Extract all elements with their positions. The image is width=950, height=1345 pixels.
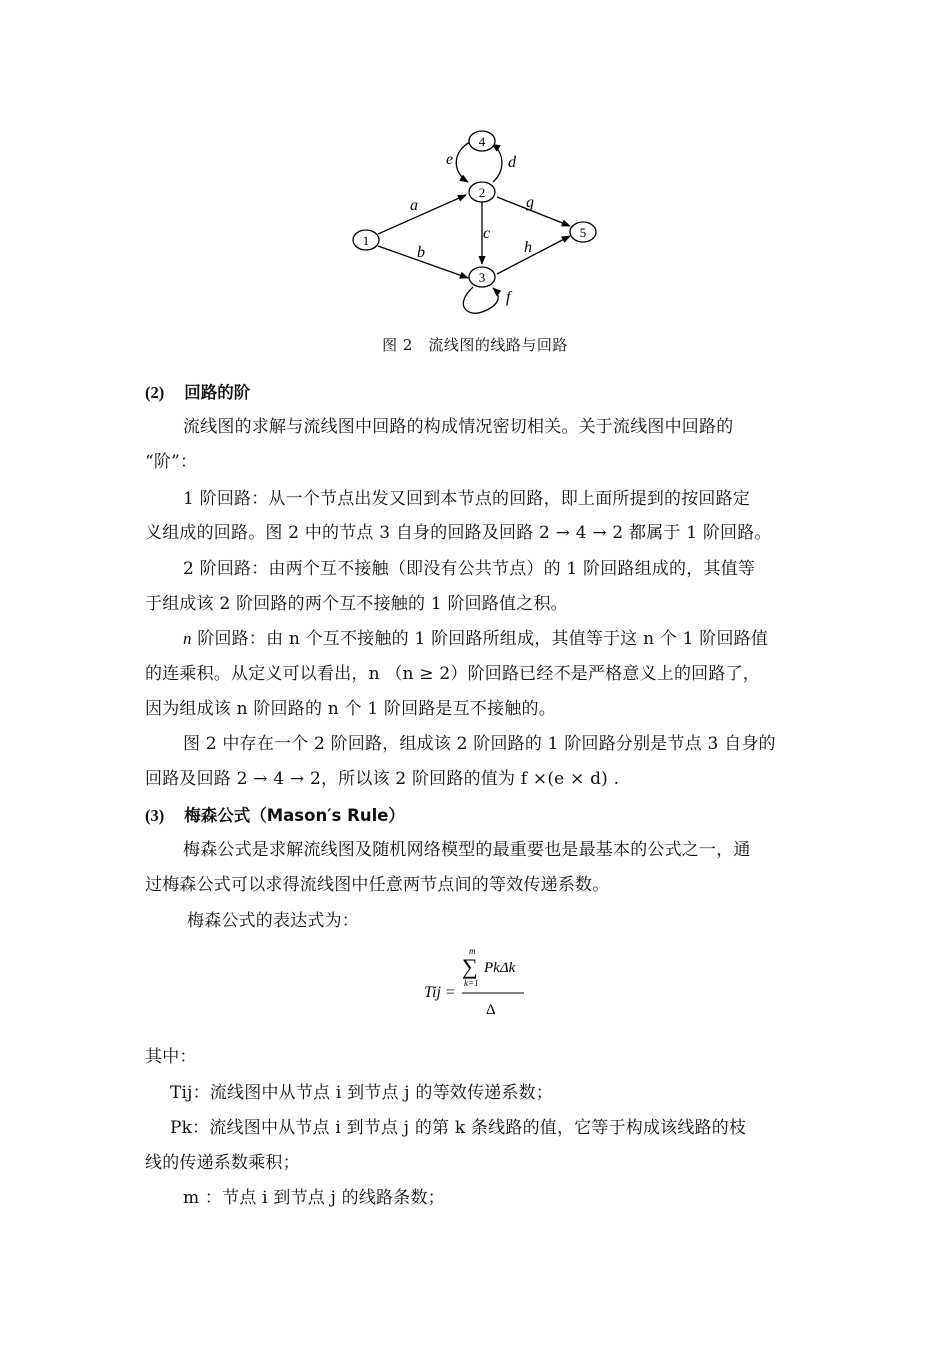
formula-sum-upper: m [469, 946, 476, 956]
para-line: 于组成该 2 阶回路的两个互不接触的 1 阶回路值之积。 [145, 594, 568, 614]
formula-sum-lower: k=1 [464, 978, 479, 988]
para-line: 流线图的求解与流线图中回路的构成情况密切相关。关于流线图中回路的 [183, 417, 734, 437]
edge-label-b: b [417, 244, 425, 261]
node-1-label: 1 [362, 233, 370, 248]
node-3 [469, 267, 495, 287]
definition-line: m ：节点 i 到节点 j 的线路条数； [183, 1188, 445, 1208]
para-line: 线的传递系数乘积； [145, 1153, 300, 1173]
para-line: 梅森公式是求解流线图及随机网络模型的最重要也是最基本的公式之一，通 [183, 840, 751, 860]
para-line: “阶”： [145, 452, 198, 472]
para-line: n 阶回路：由 n 个互不接触的 1 阶回路所组成，其值等于这 n 个 1 阶回路值 [183, 629, 769, 649]
para-line: 图 2 中存在一个 2 阶回路，组成该 2 阶回路的 1 阶回路分别是节点 3 自身的 [183, 734, 776, 754]
para-line: 义组成的回路。图 2 中的节点 3 自身的回路及回路 2 → 4 → 2 都属于 1 阶回路。 [145, 523, 772, 543]
mason-formula [420, 945, 540, 1025]
para-line: 过梅森公式可以求得流线图中任意两节点间的等效传递系数。 [145, 875, 610, 895]
section-heading-2: (2) 回路的阶 [145, 383, 251, 402]
edge-label-d: d [508, 154, 516, 171]
para-line: 因为组成该 n 阶回路的 n 个 1 阶回路是互不接触的。 [145, 699, 556, 719]
node-2-label: 2 [478, 185, 486, 200]
node-4-label: 4 [478, 134, 486, 149]
edge-h [497, 236, 570, 274]
section-heading-3: (3) 梅森公式（Mason′s Rule） [145, 806, 405, 825]
para-line: 1 阶回路：从一个节点出发又回到本节点的回路，即上面所提到的按回路定 [183, 489, 751, 509]
node-2 [469, 182, 495, 202]
edge-d [492, 144, 502, 182]
para-line: 梅森公式的表达式为： [187, 911, 359, 931]
formula-lhs: Tij = [424, 984, 456, 1001]
flow-graph-figure [340, 122, 610, 327]
para-line: 2 阶回路：由两个互不接触（即没有公共节点）的 1 阶回路组成的，其值等 [183, 559, 756, 579]
edge-label-c: c [483, 225, 491, 242]
para-line: 其中： [145, 1047, 197, 1067]
edge-a [378, 195, 466, 234]
node-5 [570, 222, 596, 242]
figure-caption: 图 2 流线图的线路与回路 [382, 336, 568, 354]
formula-denominator: Δ [486, 1002, 496, 1018]
edge-label-f: f [506, 289, 511, 306]
definition-line: Tij：流线图中从节点 i 到节点 j 的等效传递系数； [170, 1083, 553, 1103]
edge-e [456, 142, 470, 182]
edge-label-e: e [446, 151, 454, 168]
formula-numerator-term: PkΔk [484, 960, 516, 976]
definition-line: Pk：流线图中从节点 i 到节点 j 的第 k 条线路的值，它等于构成该线路的枝 [170, 1118, 747, 1138]
edge-label-h: h [524, 239, 532, 256]
node-5-label: 5 [579, 225, 587, 240]
formula-sigma: ∑ [462, 954, 478, 979]
para-line: 的连乘积。从定义可以看出，n （n ≥ 2）阶回路已经不是严格意义上的回路了， [145, 664, 760, 684]
node-4 [469, 131, 495, 151]
para-line: 回路及回路 2 → 4 → 2，所以该 2 阶回路的值为 f ×(e × d) . [145, 769, 620, 789]
edge-label-g: g [526, 194, 534, 211]
node-3-label: 3 [478, 270, 486, 285]
node-1 [353, 230, 379, 250]
edge-f [463, 287, 498, 313]
edge-label-a: a [410, 197, 418, 214]
